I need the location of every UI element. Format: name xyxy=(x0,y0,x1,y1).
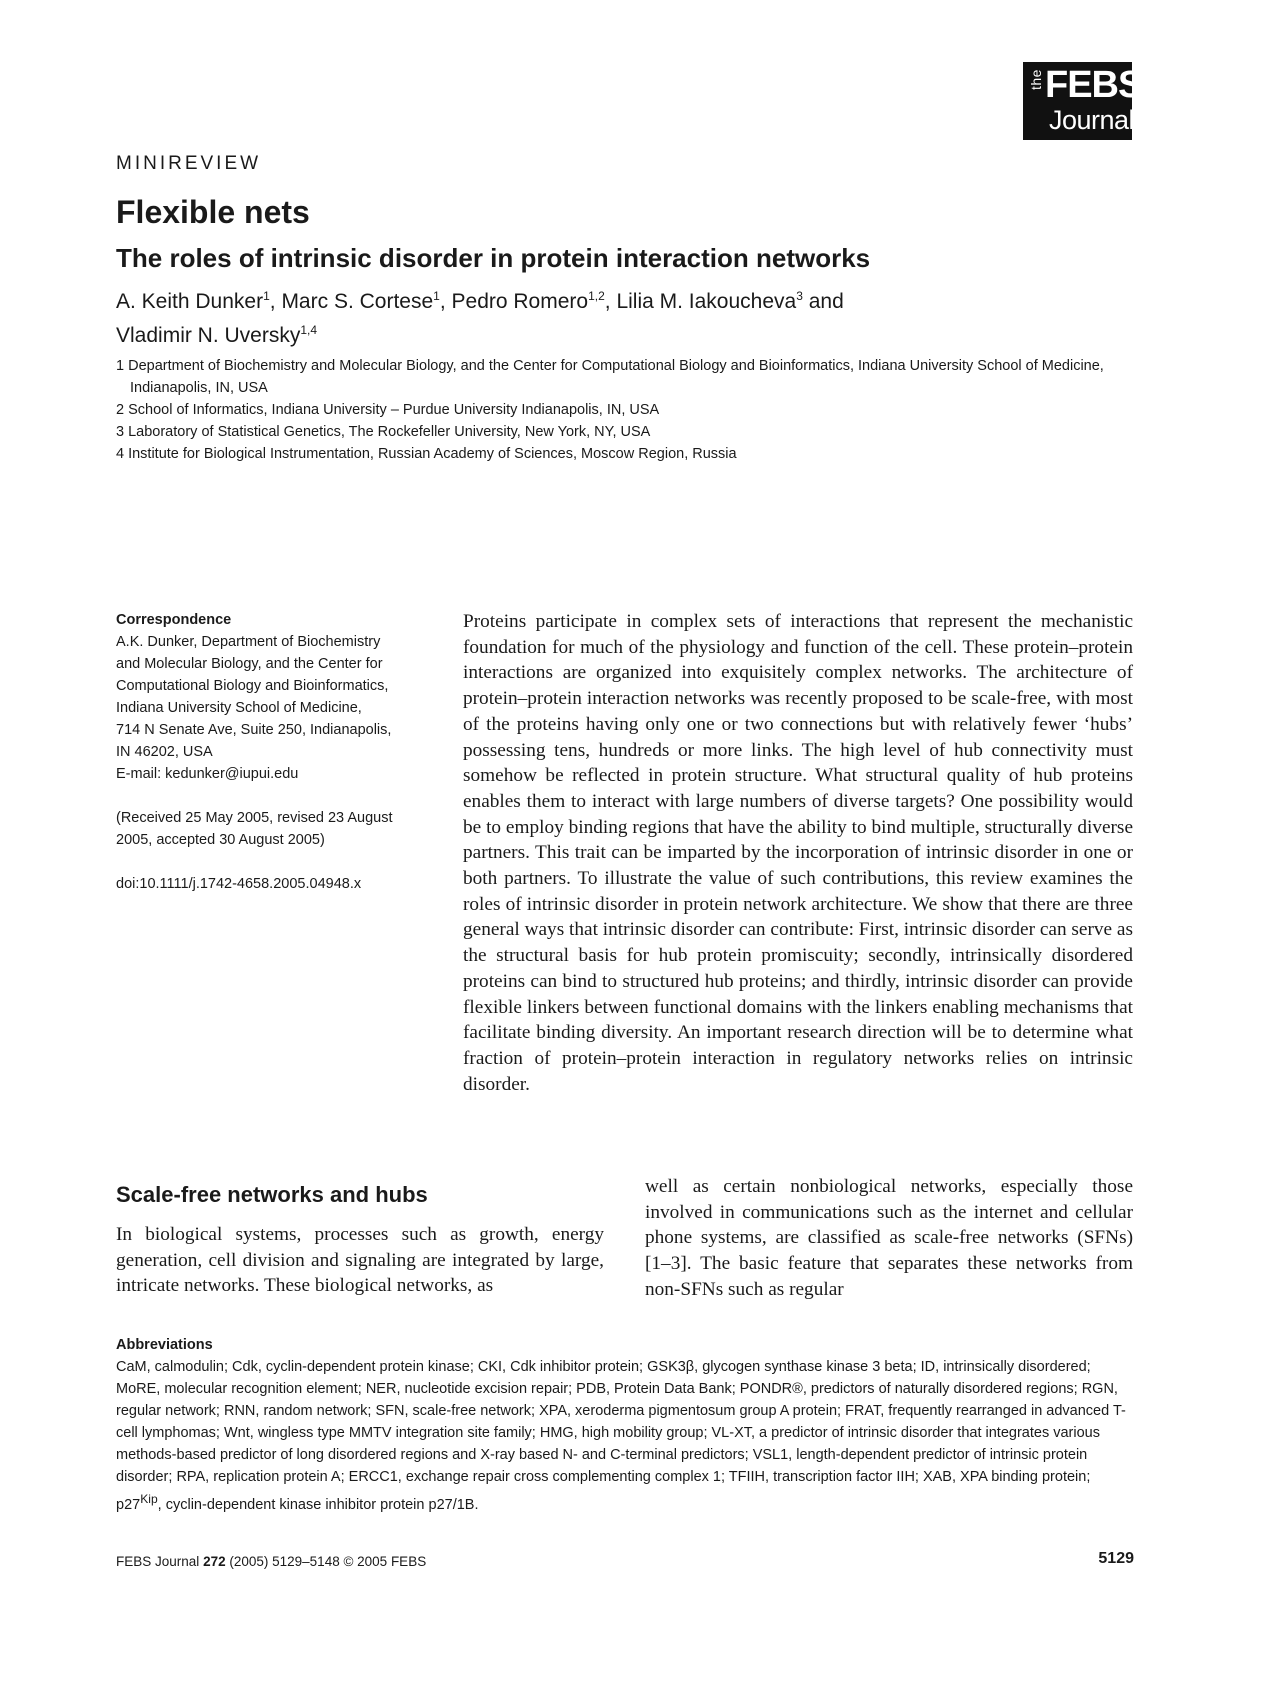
article-type-label: MINIREVIEW xyxy=(116,153,262,174)
page-number: 5129 xyxy=(1098,1550,1134,1567)
body-column-left: In biological systems, processes such as growth, energy generation, cell division and signaling are integrated by large, intricate networks. These biological networks, as xyxy=(116,1224,604,1297)
article-subtitle: The roles of intrinsic disorder in protein interaction networks xyxy=(116,243,871,273)
logo-journal-text: Journal xyxy=(1049,105,1135,135)
abbreviations-heading: Abbreviations xyxy=(116,1337,213,1353)
footer-citation: (2005) 5129–5148 © 2005 FEBS xyxy=(229,1554,427,1569)
abbreviations-text: CaM, calmodulin; Cdk, cyclin-dependent protein kinase; CKI, Cdk inhibitor protein; GSK3β, glycogen synthase kinase 3 beta; ID, intrinsically disordered; MoRE, molecular recognition element; NER, nucleotide excision repair; PDB, Protein Data Bank; PONDR®, predictors of naturally disordered regions; RGN, regular network; RNN, random network; SFN, scale-free network; XPA, xeroderma pigmentosum group A protein; FRAT, frequently rearranged in advanced T-cell lymphomas; Wnt, wingless type MMTV integration site family; HMG, high mobility group; VL-XT, a predictor of intrinsic disorder that integrates various methods-based predictor of long disordered regions and X-ray based N- and C-terminal predictors; VSL1, length-dependent predictor of intrinsic protein disorder; RPA, replication protein A; ERCC1, exchange repair cross complementing complex 1; TFIIH, transcription factor IIH; XAB, XPA binding protein; $p27^{Kip}$, cyclin-dependent kinase inhibitor protein p27/1B. xyxy=(116,1359,1126,1513)
logo-febs-text: FEBS xyxy=(1045,64,1143,106)
affiliation-item: 3 Laboratory of Statistical Genetics, The Rockefeller University, New York, NY, USA xyxy=(116,424,651,440)
footer-journal: FEBS Journal xyxy=(116,1554,200,1569)
doi-text: doi:10.1111/j.1742-4658.2005.04948.x xyxy=(116,876,362,892)
affiliation-item: 4 Institute for Biological Instrumentation, Russian Academy of Sciences, Moscow Region, Russia xyxy=(116,446,737,462)
affiliation-item: 1 Department of Biochemistry and Molecular Biology, and the Center for Computational Biology and Bioinformatics, Indiana University School of Medicine, Indianapolis, IN, USA xyxy=(116,358,1104,396)
section-heading: Scale-free networks and hubs xyxy=(116,1182,428,1207)
correspondence-block xyxy=(116,609,436,895)
author: Marc S. Cortese$^1$, xyxy=(281,289,452,313)
author: Pedro Romero$^{1,2}$, xyxy=(451,289,617,313)
journal-logo xyxy=(1023,62,1143,140)
page-footer xyxy=(116,1553,426,1571)
correspondence-email[interactable]: E-mail: kedunker@iupui.edu xyxy=(116,766,299,782)
body-column-right: well as certain nonbiological networks, especially those involved in communications such as the internet and cellular phone systems, are classified as scale-free networks (SFNs) [1–3]. The basic feature that separates these networks from non-SFNs such as regular xyxy=(645,1176,1133,1300)
author: Vladimir N. Uversky$^{1,4}$ xyxy=(116,323,318,347)
logo-the-text: the xyxy=(1028,69,1044,90)
correspondence-heading: Correspondence xyxy=(116,612,232,628)
abstract-text: Proteins participate in complex sets of interactions that represent the mechanistic foundation for much of the physiology and function of the cell. These protein–protein interactions are organized into exquisitely complex networks. The architecture of protein–protein interaction networks was recently proposed to be scale-free, with most of the proteins having only one or two connections but with relatively fewer ‘hubs’ possessing tens, hundreds or more links. The high level of hub connectivity must somehow be reflected in protein structure. What structural quality of hub proteins enables them to interact with large numbers of diverse targets? One possibility would be to employ binding regions that have the ability to bind multiple, structurally diverse partners. This trait can be imparted by the incorporation of intrinsic disorder in one or both partners. To illustrate the value of such contributions, this review examines the roles of intrinsic disorder in protein network architecture. We show that there are three general ways that intrinsic disorder can contribute: First, intrinsic disorder can serve as the structural basis for hub protein promiscuity; secondly, intrinsically disordered proteins can bind to structured hub proteins; and thirdly, intrinsic disorder can provide flexible linkers between functional domains with the linkers enabling mechanisms that facilitate binding diversity. An important research direction will be to determine what fraction of protein–protein interaction in regulatory networks relies on intrinsic disorder. xyxy=(463,611,1133,1095)
author: Lilia M. Iakoucheva$^3$ and xyxy=(616,289,844,313)
author-list xyxy=(116,282,1016,350)
received-dates: (Received 25 May 2005, revised 23 August 2005, accepted 30 August 2005) xyxy=(116,810,393,848)
footer-volume: 272 xyxy=(203,1554,226,1569)
correspondence-address: A.K. Dunker, Department of Biochemistry and Molecular Biology, and the Center for Computational Biology and Bioinformatics, Indiana University School of Medicine, 714 N Senate Ave, Suite 250, Indianapolis, IN 46202, USA E-mail: kedunker@iupui.edu xyxy=(116,631,436,785)
abbreviations-block xyxy=(116,1334,1134,1516)
affiliation-item: 2 School of Informatics, Indiana University – Purdue University Indianapolis, IN, USA xyxy=(116,402,660,418)
article-title: Flexible nets xyxy=(116,194,310,230)
author: A. Keith Dunker$^1$, xyxy=(116,289,282,313)
affiliation-list xyxy=(116,355,1116,465)
